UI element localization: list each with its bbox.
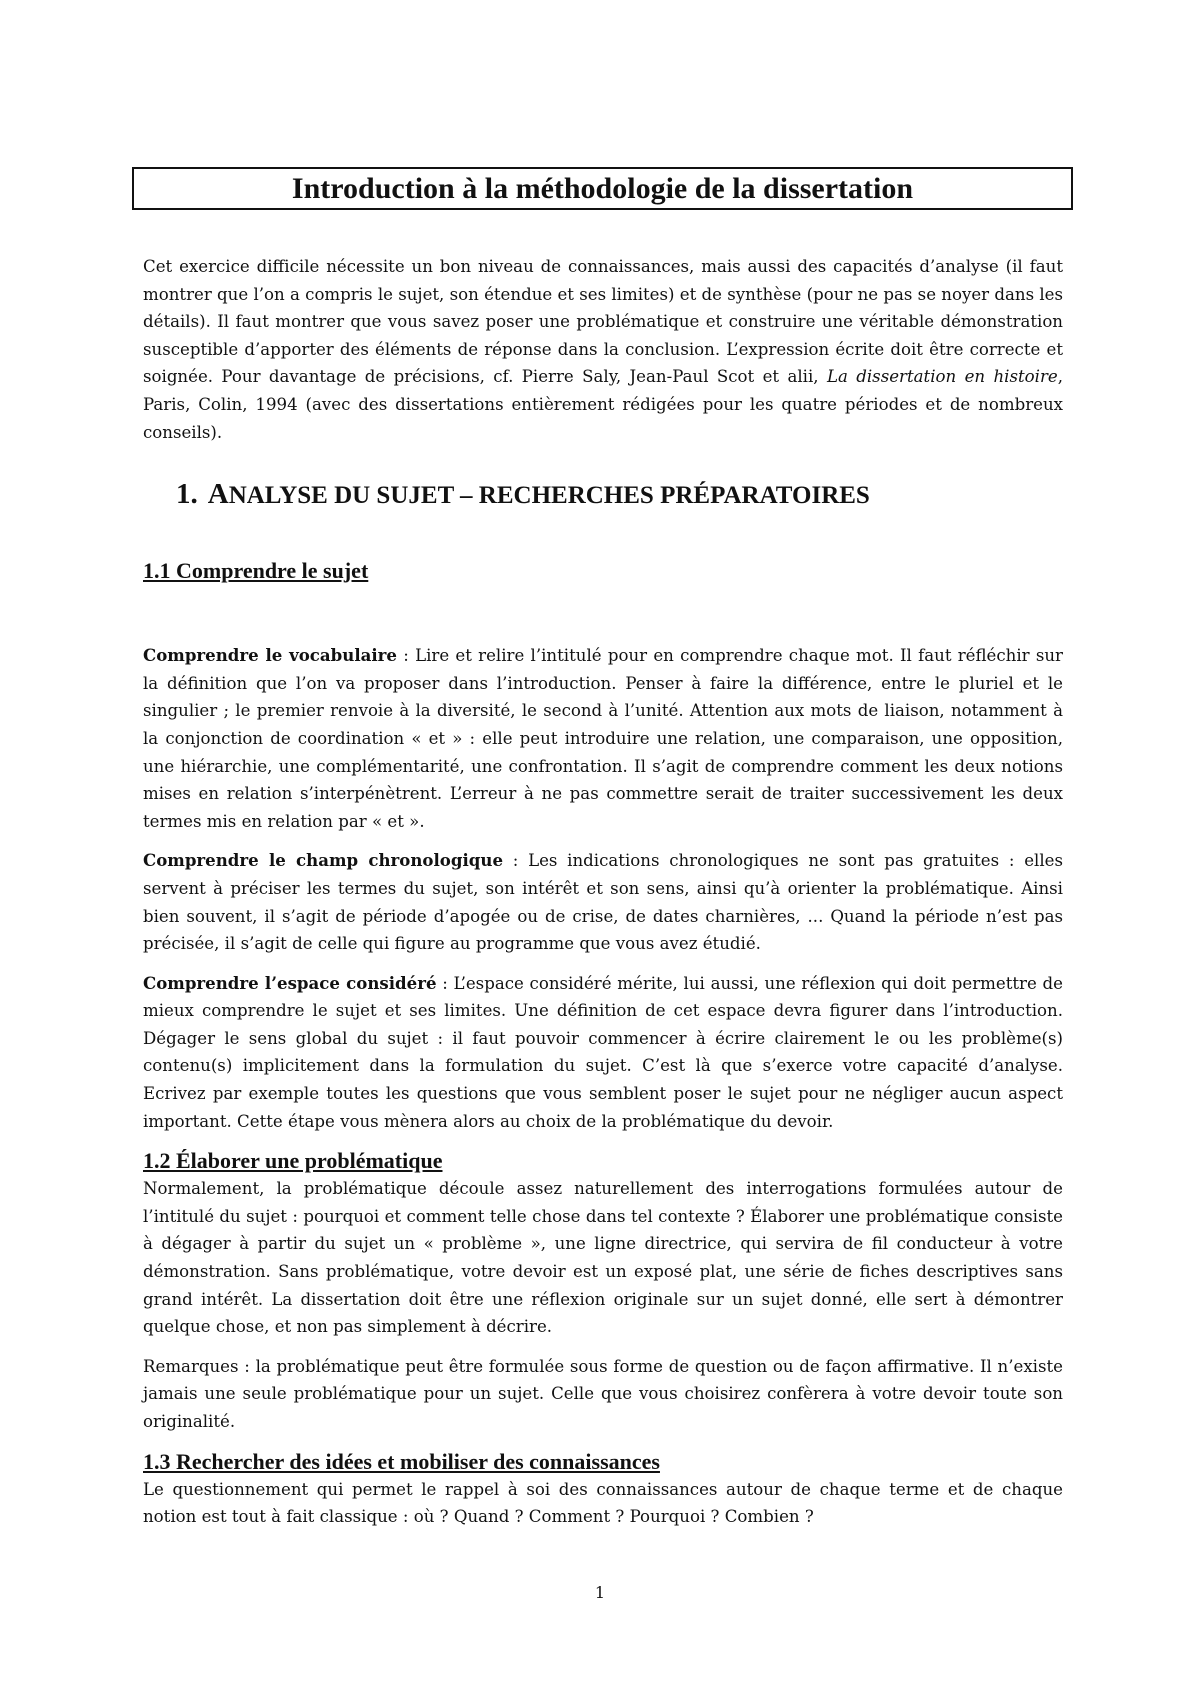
intro-text-after: , Paris, Colin, 1994 (avec des dissertations entièrement rédigées pour les quatre périodes et de nombreux conseils). [143,367,1063,442]
space-lead: Comprendre l’espace considéré [143,972,437,993]
intro-paragraph [143,253,1063,446]
section-title-rest: NALYSE DU SUJET – RECHERCHES PRÉPARATOIRES [228,482,870,510]
problematique-paragraph: Normalement, la problématique découle assez naturellement des interrogations formulées autour de l’intitulé du sujet : pourquoi et comment telle chose dans tel contexte ? Élaborer une problématique consiste à dégager à partir du sujet un « problème », une ligne directrice, qui servira de fil conducteur à votre démonstration. Sans problématique, votre devoir est un exposé plat, une série de fiches descriptives sans grand intérêt. La dissertation doit être une réflexion originale sur un sujet donné, elle sert à démontrer quelque chose, et non pas simplement à décrire. [143,1179,1063,1337]
chrono-text: : Les indications chronologiques ne sont pas gratuites : elles servent à préciser les termes du sujet, son intérêt et son sens, ainsi qu’à orienter la problématique. Ainsi bien souvent, il s’agit de période d’apogée ou de crise, de dates charnières, ... Quand la période n’est pas précisée, il s’agit de celle qui figure au programme que vous avez étudié. [143,851,1063,954]
book-title: La dissertation en histoire [826,367,1058,387]
chrono-paragraph [143,847,1063,957]
vocab-text: : Lire et relire l’intitulé pour en comprendre chaque mot. Il faut réfléchir sur la définition que l’on va proposer dans l’introduction. Penser à faire la différence, entre le pluriel et le singulier ; le premier renvoie à la diversité, le second à l’unité. Attention aux mots de liaison, notamment à la conjonction de coordination « et » : elle peut introduire une relation, une comparaison, une opposition, une hiérarchie, une complémentarité, une confrontation. Il s’agit de comprendre comment les deux notions mises en relation s’interpénètrent. L’erreur à ne pas commettre serait de traiter successivement les deux termes mis en relation par « et ». [143,646,1063,831]
subsection-1-3-heading: 1.3 Rechercher des idées et mobiliser des connaissances [143,1448,660,1474]
section-1-heading [176,478,1063,512]
document-title: Introduction à la méthodologie de la dissertation [132,167,1073,210]
questionnement-paragraph: Le questionnement qui permet le rappel à soi des connaissances autour de chaque terme et de chaque notion est tout à fait classique : où ? Quand ? Comment ? Pourquoi ? Combien ? [143,1479,1063,1527]
vocab-lead: Comprendre le vocabulaire [143,645,397,666]
space-text: : L’espace considéré mérite, lui aussi, une réflexion qui doit permettre de mieux comprendre le sujet et ses limites. Une définition de cet espace devra figurer dans l’introduction. Dégager le sens global du sujet : il faut pouvoir commencer à écrire clairement le ou les problème(s) contenu(s) implicitement dans la formulation du sujet. C’est là que s’exerce votre capacité d’analyse. Ecrivez par exemple toutes les questions que vous semblent poser le sujet pour ne négliger aucun aspect important. Cette étape vous mènera alors au choix de la problématique du devoir. [143,973,1063,1131]
section-number: 1. [176,478,198,511]
chrono-lead: Comprendre le champ chronologique [143,850,503,871]
section-first-letter: A [207,478,229,511]
subsection-1-2-heading: 1.2 Élaborer une problématique [143,1148,443,1174]
space-paragraph [143,970,1063,1136]
remarques-paragraph: Remarques : la problématique peut être formulée sous forme de question ou de façon affirmative. Il n’existe jamais une seule problématique pour un sujet. Celle que vous choisirez confèrera à votre devoir toute son originalité. [143,1356,1063,1431]
page-number: 1 [594,1583,606,1602]
document-body [143,253,1063,1531]
intro-text-before: Cet exercice difficile nécessite un bon niveau de connaissances, mais aussi des capacités d’analyse (il faut montrer que l’on a compris le sujet, son étendue et ses limites) et de synthèse (pour ne pas se noyer dans les détails). Il faut montrer que vous savez poser une problématique et construire une véritable démonstration susceptible d’apporter des éléments de réponse dans la conclusion. L’expression écrite doit être correcte et soignée. Pour davantage de précisions, cf. Pierre Saly, Jean-Paul Scot et alii, [143,257,1064,387]
subsection-1-1-heading: 1.1 Comprendre le sujet [143,558,369,584]
vocab-paragraph [143,642,1063,835]
